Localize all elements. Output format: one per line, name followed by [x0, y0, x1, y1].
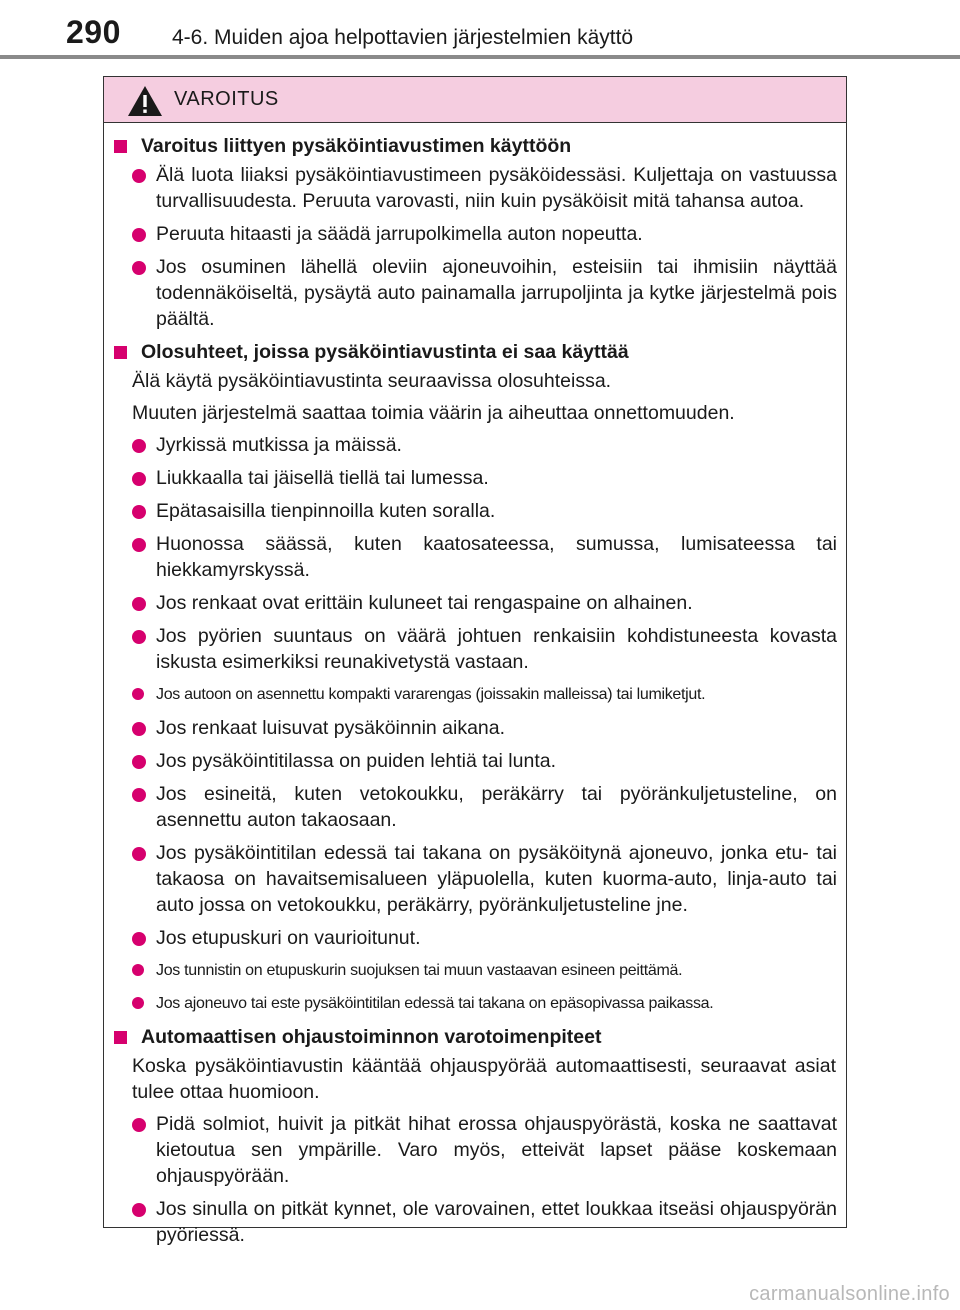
list-item	[104, 221, 846, 247]
section-heading-text: Varoitus liittyen pysäköintiavustimen käyttöön	[141, 135, 572, 157]
list-item-text: Jos autoon on asennettu kompakti vararengas (joissakin malleissa) tai lumiketjut.	[156, 686, 706, 703]
square-bullet-icon	[114, 1031, 127, 1044]
list-item	[104, 1111, 846, 1189]
bullet-list	[104, 1111, 846, 1248]
warning-section	[104, 339, 846, 1017]
section-title: 4-6. Muiden ajoa helpottavien järjestelmien käyttö	[172, 26, 634, 49]
bullet-list	[104, 432, 846, 1017]
list-item	[104, 840, 846, 918]
list-item-text: Jos renkaat ovat erittäin kuluneet tai rengaspaine on alhainen.	[156, 592, 693, 614]
list-item-text: Peruuta hitaasti ja säädä jarrupolkimella auton nopeutta.	[156, 223, 643, 245]
section-heading	[112, 339, 846, 365]
circle-bullet-icon	[132, 722, 146, 736]
list-item	[104, 254, 846, 332]
section-paragraph: Muuten järjestelmä saattaa toimia väärin ja aiheuttaa onnettomuuden.	[132, 402, 735, 424]
circle-bullet-icon	[132, 847, 146, 861]
list-item	[104, 958, 846, 984]
watermark: carmanualsonline.info	[749, 1283, 950, 1305]
circle-bullet-icon	[132, 538, 146, 552]
square-bullet-icon	[114, 140, 127, 153]
list-item	[104, 531, 846, 583]
list-item	[104, 925, 846, 951]
circle-bullet-icon	[132, 1118, 146, 1132]
list-item-text: Jos etupuskuri on vaurioitunut.	[156, 927, 421, 949]
list-item-text: Jos sinulla on pitkät kynnet, ole varovainen, ettet loukkaa itseäsi ohjauspyörän pyöriessä.	[156, 1198, 837, 1246]
list-item-text: Jyrkissä mutkissa ja mäissä.	[156, 434, 402, 456]
warning-section	[104, 1024, 846, 1248]
list-item	[104, 1196, 846, 1248]
circle-bullet-icon	[132, 997, 144, 1009]
header-divider	[0, 55, 960, 59]
list-item-text: Liukkaalla tai jäisellä tiellä tai lumessa.	[156, 467, 489, 489]
circle-bullet-icon	[132, 597, 146, 611]
circle-bullet-icon	[132, 688, 144, 700]
warning-section	[104, 133, 846, 332]
list-item-text: Jos pysäköintitilassa on puiden lehtiä tai lunta.	[156, 750, 556, 772]
circle-bullet-icon	[132, 505, 146, 519]
list-item-text: Pidä solmiot, huivit ja pitkät hihat erossa ohjauspyörästä, koska ne saattavat kietoutua sen ympärille. Varo myös, etteivät lapset pääse koskemaan ohjauspyörään.	[156, 1113, 837, 1187]
list-item	[104, 781, 846, 833]
circle-bullet-icon	[132, 472, 146, 486]
list-item	[104, 991, 846, 1017]
warning-body	[104, 123, 846, 1248]
list-item	[104, 498, 846, 524]
list-item	[104, 682, 846, 708]
circle-bullet-icon	[132, 439, 146, 453]
list-item	[104, 590, 846, 616]
page-number: 290	[66, 14, 121, 50]
warning-title: VAROITUS	[174, 88, 279, 110]
list-item-text: Jos renkaat luisuvat pysäköinnin aikana.	[156, 717, 506, 739]
circle-bullet-icon	[132, 755, 146, 769]
section-heading	[112, 133, 846, 159]
page-header	[0, 0, 960, 70]
circle-bullet-icon	[132, 964, 144, 976]
list-item-text: Jos pyörien suuntaus on väärä johtuen renkaisiin kohdistuneesta kovasta iskusta esimerkiksi reunakivetystä vastaan.	[156, 625, 837, 673]
list-item-text: Jos tunnistin on etupuskurin suojuksen tai muun vastaavan esineen peittämä.	[156, 962, 683, 979]
warning-box	[103, 76, 847, 1246]
list-item-text: Huonossa säässä, kuten kaatosateessa, sumussa, lumisateessa tai hiekkamyrskyssä.	[156, 533, 837, 581]
warning-triangle-icon	[126, 84, 164, 118]
circle-bullet-icon	[132, 932, 146, 946]
circle-bullet-icon	[132, 788, 146, 802]
square-bullet-icon	[114, 346, 127, 359]
section-heading	[112, 1024, 846, 1050]
list-item	[104, 623, 846, 675]
circle-bullet-icon	[132, 228, 146, 242]
list-item-text: Jos osuminen lähellä oleviin ajoneuvoihin, esteisiin tai ihmisiin näyttää todennäköiseltä, pysäytä auto painamalla jarrupoljinta ja kytke järjestelmä pois päältä.	[156, 256, 837, 330]
circle-bullet-icon	[132, 630, 146, 644]
list-item-text: Älä luota liiaksi pysäköintiavustimeen pysäköidessäsi. Kuljettaja on vastuussa turvallisuudesta. Peruuta varovasti, niin kuin pysäköisit mitä tahansa autoa.	[156, 164, 837, 212]
section-paragraph: Koska pysäköintiavustin kääntää ohjauspyörää automaattisesti, seuraavat asiat tulee ottaa huomioon.	[132, 1055, 836, 1103]
list-item	[104, 162, 846, 214]
list-item	[104, 748, 846, 774]
circle-bullet-icon	[132, 1203, 146, 1217]
bullet-list	[104, 162, 846, 332]
circle-bullet-icon	[132, 169, 146, 183]
section-heading-text: Automaattisen ohjaustoiminnon varotoimenpiteet	[141, 1026, 602, 1048]
list-item-text: Jos pysäköintitilan edessä tai takana on pysäköitynä ajoneuvo, jonka etu- tai takaosa on havaitsemisalueen yläpuolella, kuten kuorma-auto, linja-auto tai auto jossa on vetokoukku, peräkärry, pyöränkuljetusteline jne.	[156, 842, 837, 916]
circle-bullet-icon	[132, 261, 146, 275]
list-item	[104, 432, 846, 458]
list-item-text: Epätasaisilla tienpinnoilla kuten soralla.	[156, 500, 496, 522]
section-paragraph: Älä käytä pysäköintiavustinta seuraavissa olosuhteissa.	[132, 370, 612, 392]
list-item	[104, 465, 846, 491]
list-item	[104, 715, 846, 741]
list-item-text: Jos ajoneuvo tai este pysäköintitilan edessä tai takana on epäsopivassa paikassa.	[156, 995, 714, 1012]
list-item-text: Jos esineitä, kuten vetokoukku, peräkärry tai pyöränkuljetusteline, on asennettu auton takaosaan.	[156, 783, 837, 831]
warning-header	[104, 77, 846, 123]
section-heading-text: Olosuhteet, joissa pysäköintiavustinta ei saa käyttää	[141, 341, 629, 363]
